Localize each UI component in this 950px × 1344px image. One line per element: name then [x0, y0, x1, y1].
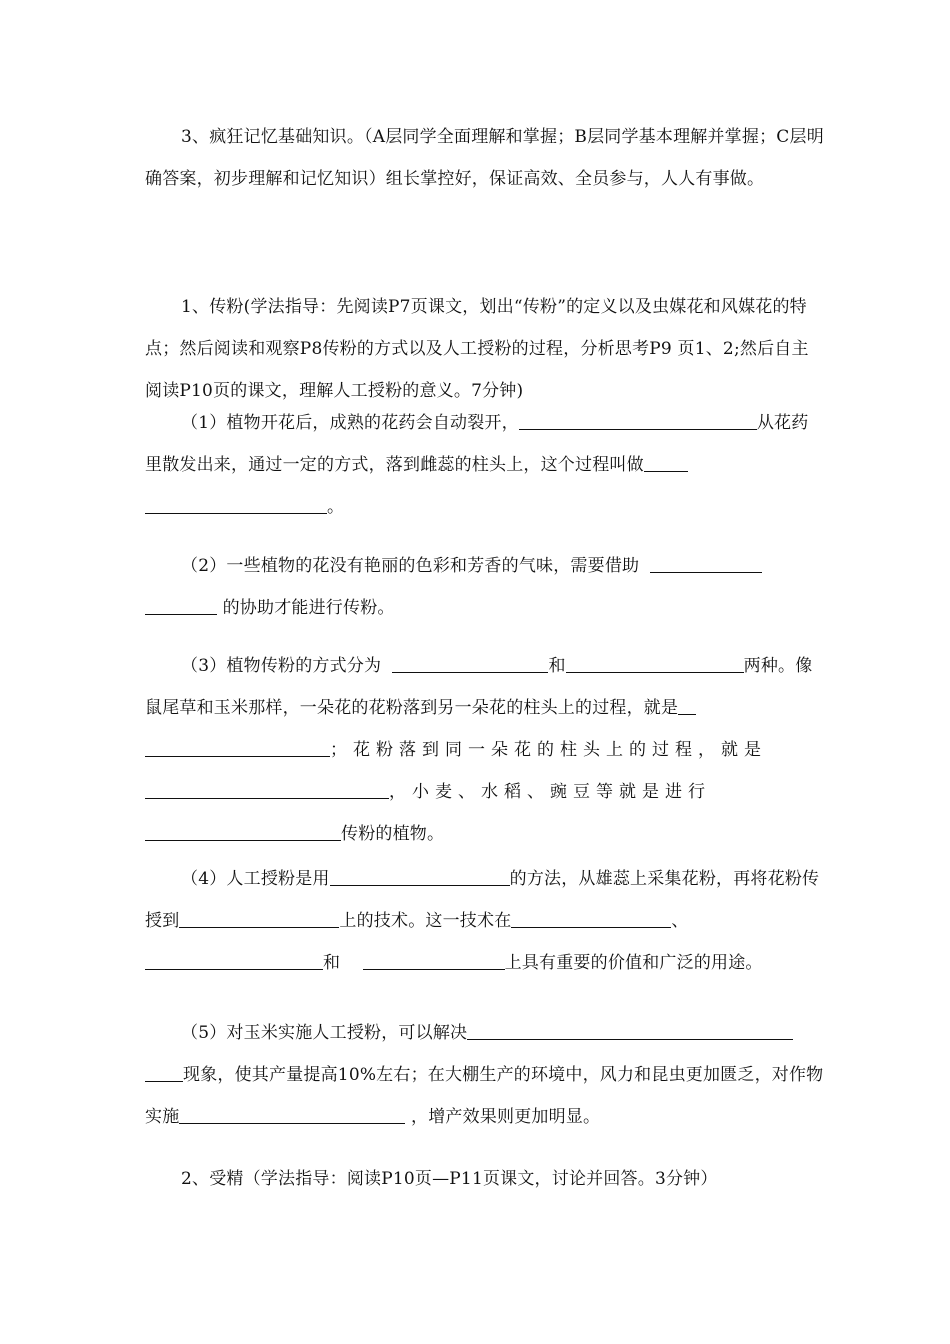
q1-text-b: 从花药里散发出来，通过一定的方式，落到雌蕊的柱头上，这个过程叫做	[145, 413, 809, 475]
q3-blank-2[interactable]	[566, 654, 744, 673]
q2-blank-1b[interactable]	[145, 596, 217, 615]
para-pollination-guide: 1、传粉(学法指导：先阅读P7页课文，划出“传粉”的定义以及虫媒花和风媒花的特点；然后阅读和观察P8传粉的方式以及人工授粉的过程，分析思考P9 页1、2;然后自主阅读P10页的课文，理解人工授粉的意义。7分钟)	[145, 297, 809, 401]
para-memory-instructions: 3、疯狂记忆基础知识。（A层同学全面理解和掌握；B层同学基本理解并掌握；C层明确答案，初步理解和记忆知识）组长掌控好，保证高效、全员参与，人人有事做。	[145, 127, 824, 189]
q4-blank-5[interactable]	[363, 951, 505, 970]
q3-text-d: ；花粉落到同一朵花的柱头上的过程，就是	[330, 740, 767, 760]
q4-text-e: 和	[323, 953, 341, 973]
question-5	[145, 1012, 825, 1138]
question-4	[145, 858, 825, 984]
q1-blank-2b[interactable]	[145, 495, 327, 514]
question-1	[145, 402, 825, 528]
q4-text-b: 的方法，从雄蕊上采集花粉，再将花粉传授到	[145, 869, 820, 931]
q3-text-a: （3）植物传粉的方式分为	[181, 656, 382, 676]
q5-blank-1a[interactable]	[467, 1021, 793, 1040]
q4-blank-2[interactable]	[179, 909, 339, 928]
q5-text-c: ，增产效果则更加明显。	[411, 1107, 601, 1127]
q4-text-f: 上具有重要的价值和广泛的用途。	[504, 953, 763, 973]
q5-blank-2[interactable]	[179, 1105, 405, 1124]
q4-text-c: 上的技术。这一技术在	[339, 911, 512, 931]
question-2	[145, 545, 825, 629]
q3-text-f: 传粉的植物。	[341, 824, 445, 844]
q2-text-a: （2）一些植物的花没有艳丽的色彩和芳香的气味，需要借助	[181, 556, 640, 576]
q3-blank-3a[interactable]	[678, 696, 696, 715]
q2-text-b: 的协助才能进行传粉。	[222, 598, 395, 618]
q4-text-a: （4）人工授粉是用	[181, 869, 330, 889]
q5-text-a: （5）对玉米实施人工授粉，可以解决	[181, 1023, 468, 1043]
q5-text-b: 现象，使其产量提高10%左右；在大棚生产的环境中，风力和昆虫更加匮乏，对作物实施	[145, 1065, 824, 1127]
q4-blank-1[interactable]	[330, 867, 510, 886]
q1-blank-2a[interactable]	[644, 453, 688, 472]
q1-blank-1[interactable]	[519, 411, 757, 430]
q4-blank-3[interactable]	[511, 909, 671, 928]
q4-text-d: 、	[671, 911, 689, 931]
q4-blank-4[interactable]	[145, 951, 323, 970]
para-fertilization-guide: 2、受精（学法指导：阅读P10页—P11页课文，讨论并回答。3分钟）	[181, 1169, 718, 1189]
q3-blank-5[interactable]	[145, 822, 341, 841]
q5-blank-1b[interactable]	[145, 1063, 183, 1082]
q2-blank-1a[interactable]	[650, 554, 762, 573]
q3-blank-3b[interactable]	[145, 738, 330, 757]
q1-text-c: 。	[327, 497, 345, 517]
q3-blank-1[interactable]	[392, 654, 548, 673]
q3-text-e: ，小麦、水稻、豌豆等就是进行	[389, 782, 711, 802]
q3-text-b: 和	[548, 656, 566, 676]
q3-text-c: 两种。像鼠尾草和玉米那样，一朵花的花粉落到另一朵花的柱头上的过程，就是	[145, 656, 813, 718]
q1-text-a: （1）植物开花后，成熟的花药会自动裂开，	[181, 413, 519, 433]
q3-blank-4[interactable]	[145, 780, 389, 799]
question-3	[145, 645, 825, 855]
